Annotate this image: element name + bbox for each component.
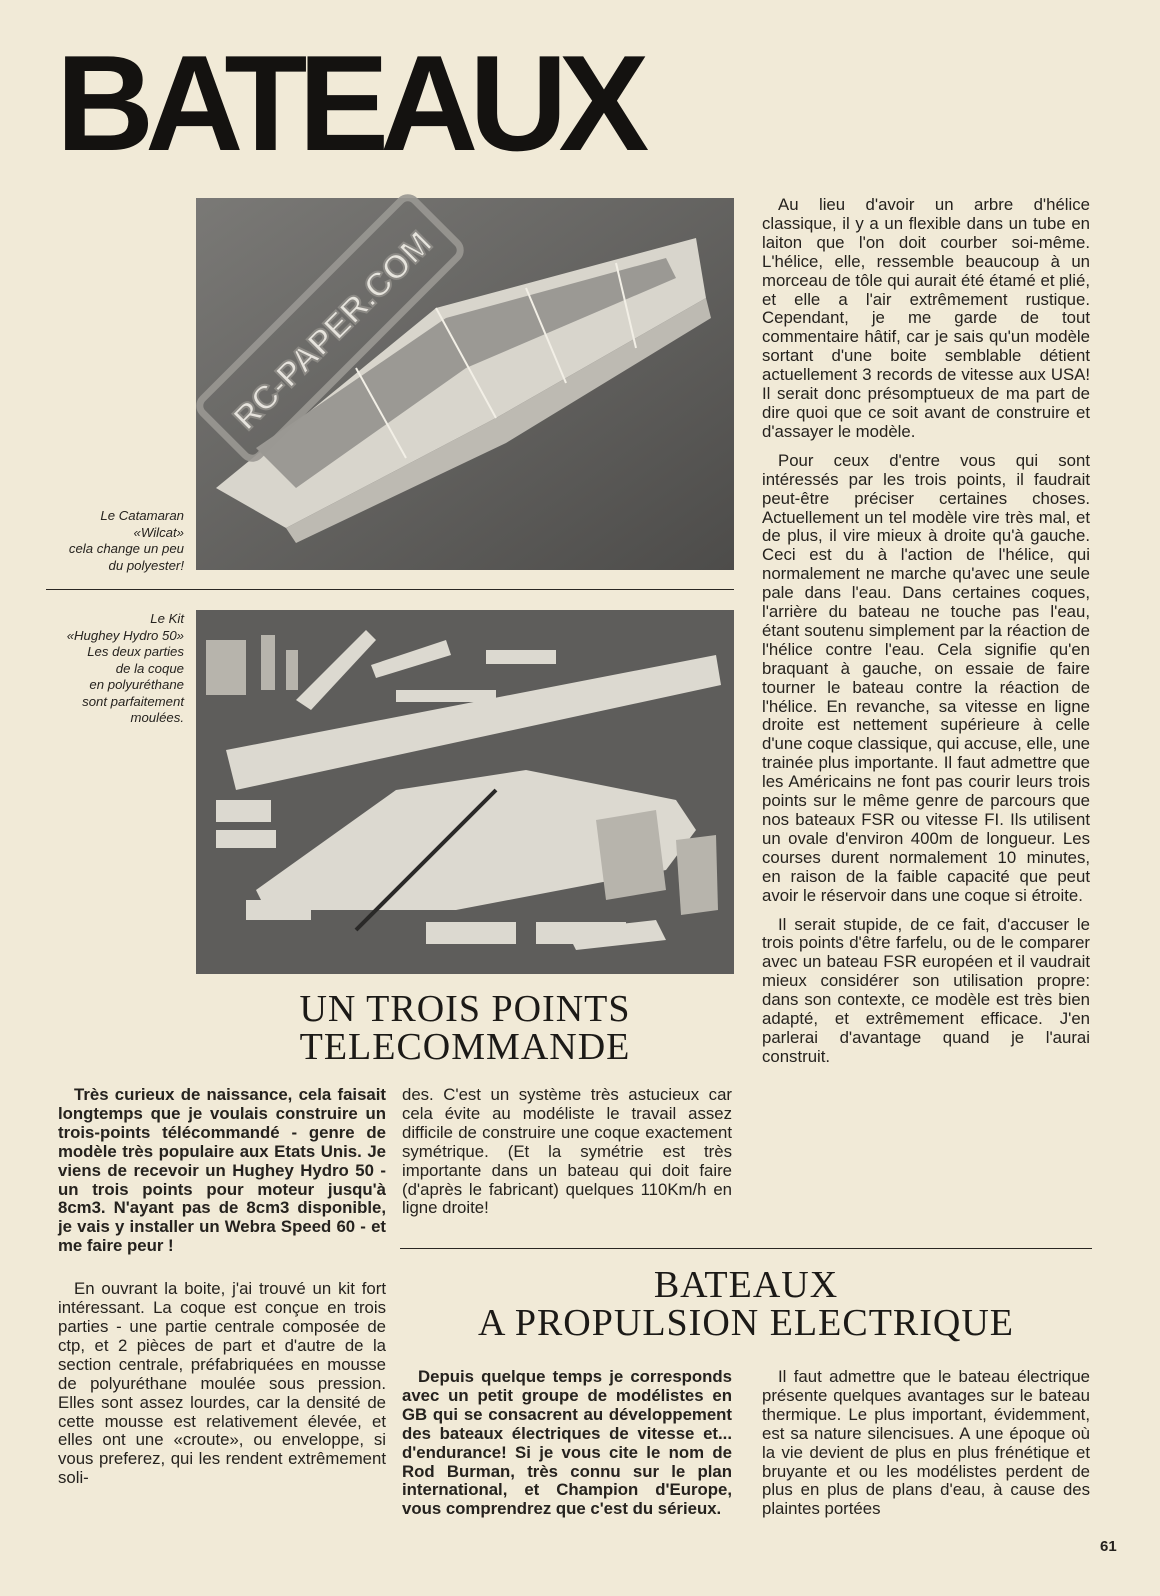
article-column-right [762, 1368, 1090, 1529]
caption-line: Le Catamaran [100, 508, 184, 523]
caption-line: Le Kit [150, 611, 184, 626]
article-column-middle [402, 1368, 732, 1529]
caption-line: moulées. [130, 710, 184, 725]
caption-line: sont parfaitement [82, 693, 184, 709]
watermark-stamp [150, 148, 510, 513]
caption-line: «Wilcat» [133, 524, 184, 540]
photo-caption-catamaran [40, 508, 184, 574]
paragraph: En ouvrant la boite, j'ai trouvé un kit fort intéressant. La coque est conçue en trois parties - une partie centrale composée de ctp, et 2 pièces de part et d'autre de la section centrale, préfabriquées en mousse de polyuréthane moulée sous pression. Elles sont assez lourdes, car la densité de cette mousse est relativement élevée, et elles ont une «croute», ou enveloppe, si vous preferez, qui les rendent extrêmement soli- [58, 1279, 386, 1488]
page-number: 61 [1100, 1538, 1117, 1555]
caption-line: en polyuréthane [89, 677, 184, 692]
lead-paragraph: Très curieux de naissance, cela faisait longtemps que je voulais construire un trois-points télécommandé - genre de modèle très populaire aux Etats Unis. Je viens de recevoir un Hughey Hydro 50 - un trois points pour moteur jusqu'à 8cm3. N'ayant pas de 8cm3 disponible, je vais y installer un Webra Speed 60 - et me faire peur ! [58, 1085, 386, 1256]
headline-line: UN TROIS POINTS [299, 988, 631, 1030]
kit-photo [196, 610, 734, 974]
caption-line: Les deux parties [87, 644, 184, 659]
paragraph: Il serait stupide, de ce fait, d'accuser le trois points d'être farfelu, ou de le comparer avec un bateau FSR européen et il vaudrait mieux considérer son utilisation propre: dans son contexte, ce modèle est très bien adapté, et extrêmement efficace. J'en parlerai d'avantage quand je l'aurai construit. [762, 914, 1090, 1066]
headline-line: BATEAUX [653, 1264, 839, 1306]
lead-paragraph: Depuis quelque temps je corresponds avec un petit groupe de modélistes en GB qui se consacrent au développement des bateaux électriques de vitesse et... d'endurance! Si je vous cite le nom de Rod Burman, très connu sur le plan international, et Champion d'Europe, vous comprendrez que c'est du sérieux. [402, 1367, 732, 1519]
paragraph: Pour ceux d'entre vous qui sont intéressés par les trois points, il faudrait peut-être préciser certaines choses. Actuellement un tel modèle vire très mal, et de plus, il vire mieux à droite qu'à gauche. Ceci est du à l'action de l'hélice, qui normalement ne marche qu'avec une seule pale dans l'eau. Dans certaines coques, l'arrière du bateau ne touche pas l'eau, étant soutenu simplement par la réaction de l'hélice contre l'eau. Cela signifie qu'en braquant à gauche, on essaie de faire tourner le bateau contre la réaction de l'hélice. En revanche, sa vitesse en ligne droite est nettement supérieure à celle d'une coque classique, qui accuse, elle, une trainée plus importante. Il faut admettre que les Américains ne font pas courir leurs trois points sur le même genre de parcours que nos bateaux FSR ou vitesse FI. Ils utilisent un ovale d'environ 400m de longueur. Les courses durent normalement 10 minutes, en raison de la faible capacité que peut avoir le réservoir dans une coque si étroite. [762, 450, 1090, 905]
photo-caption-kit [40, 611, 184, 727]
article-headline [400, 1266, 1092, 1342]
caption-line: de la coque [115, 660, 184, 676]
separator-rule [46, 589, 734, 590]
article-column-middle [402, 1086, 732, 1228]
kit-parts-photo [196, 610, 734, 974]
caption-line: du polyester! [108, 557, 184, 573]
paragraph: des. C'est un système très astucieux car cela évite au modéliste le travail assez difficile de construire une coque exactement symétrique. (Et la symétrie est très importante dans un bateau qui doit faire (d'après le fabricant) quelques 110Km/h en ligne droite! [402, 1085, 732, 1218]
article-column-left [58, 1086, 386, 1498]
caption-line: «Hughey Hydro 50» [66, 627, 184, 643]
watermark-text: RC-PAPER.COM [226, 224, 440, 438]
headline-line: A PROPULSION ELECTRIQUE [477, 1302, 1015, 1344]
paragraph: Il faut admettre que le bateau électrique présente quelques avantages sur le bateau thermique. Le plus important, évidemment, est sa nature silencisues. A une époque où la vie devient de plus en plus frénétique et bruyante et ou les modélistes perdent de plus en plus de plans d'eau, à cause des plaintes portées [762, 1367, 1090, 1519]
article-column-right [762, 196, 1090, 1077]
headline-line: TELECOMMANDE [299, 1026, 631, 1068]
section-title: BATEAUX [56, 27, 641, 179]
caption-line: cela change un peu [68, 541, 184, 556]
separator-rule [400, 1248, 1092, 1249]
paragraph: Au lieu d'avoir un arbre d'hélice classique, il y a un flexible dans un tube en laiton que l'on doit courber soi-même. L'hélice, elle, ressemble beaucoup à un morceau de tôle qui aurait été étamé et plié, et elle a l'air extrêmement rustique. Cependant, je me garde de tout commentaire hâtif, car je sais qu'un modèle sortant d'une boite semblable détient actuellement 3 records de vitesse aux USA! Il serait donc présomptueux de ma part de dire quoi que ce soit avant de construire et d'assayer le modèle. [762, 195, 1090, 441]
article-headline [196, 990, 734, 1066]
